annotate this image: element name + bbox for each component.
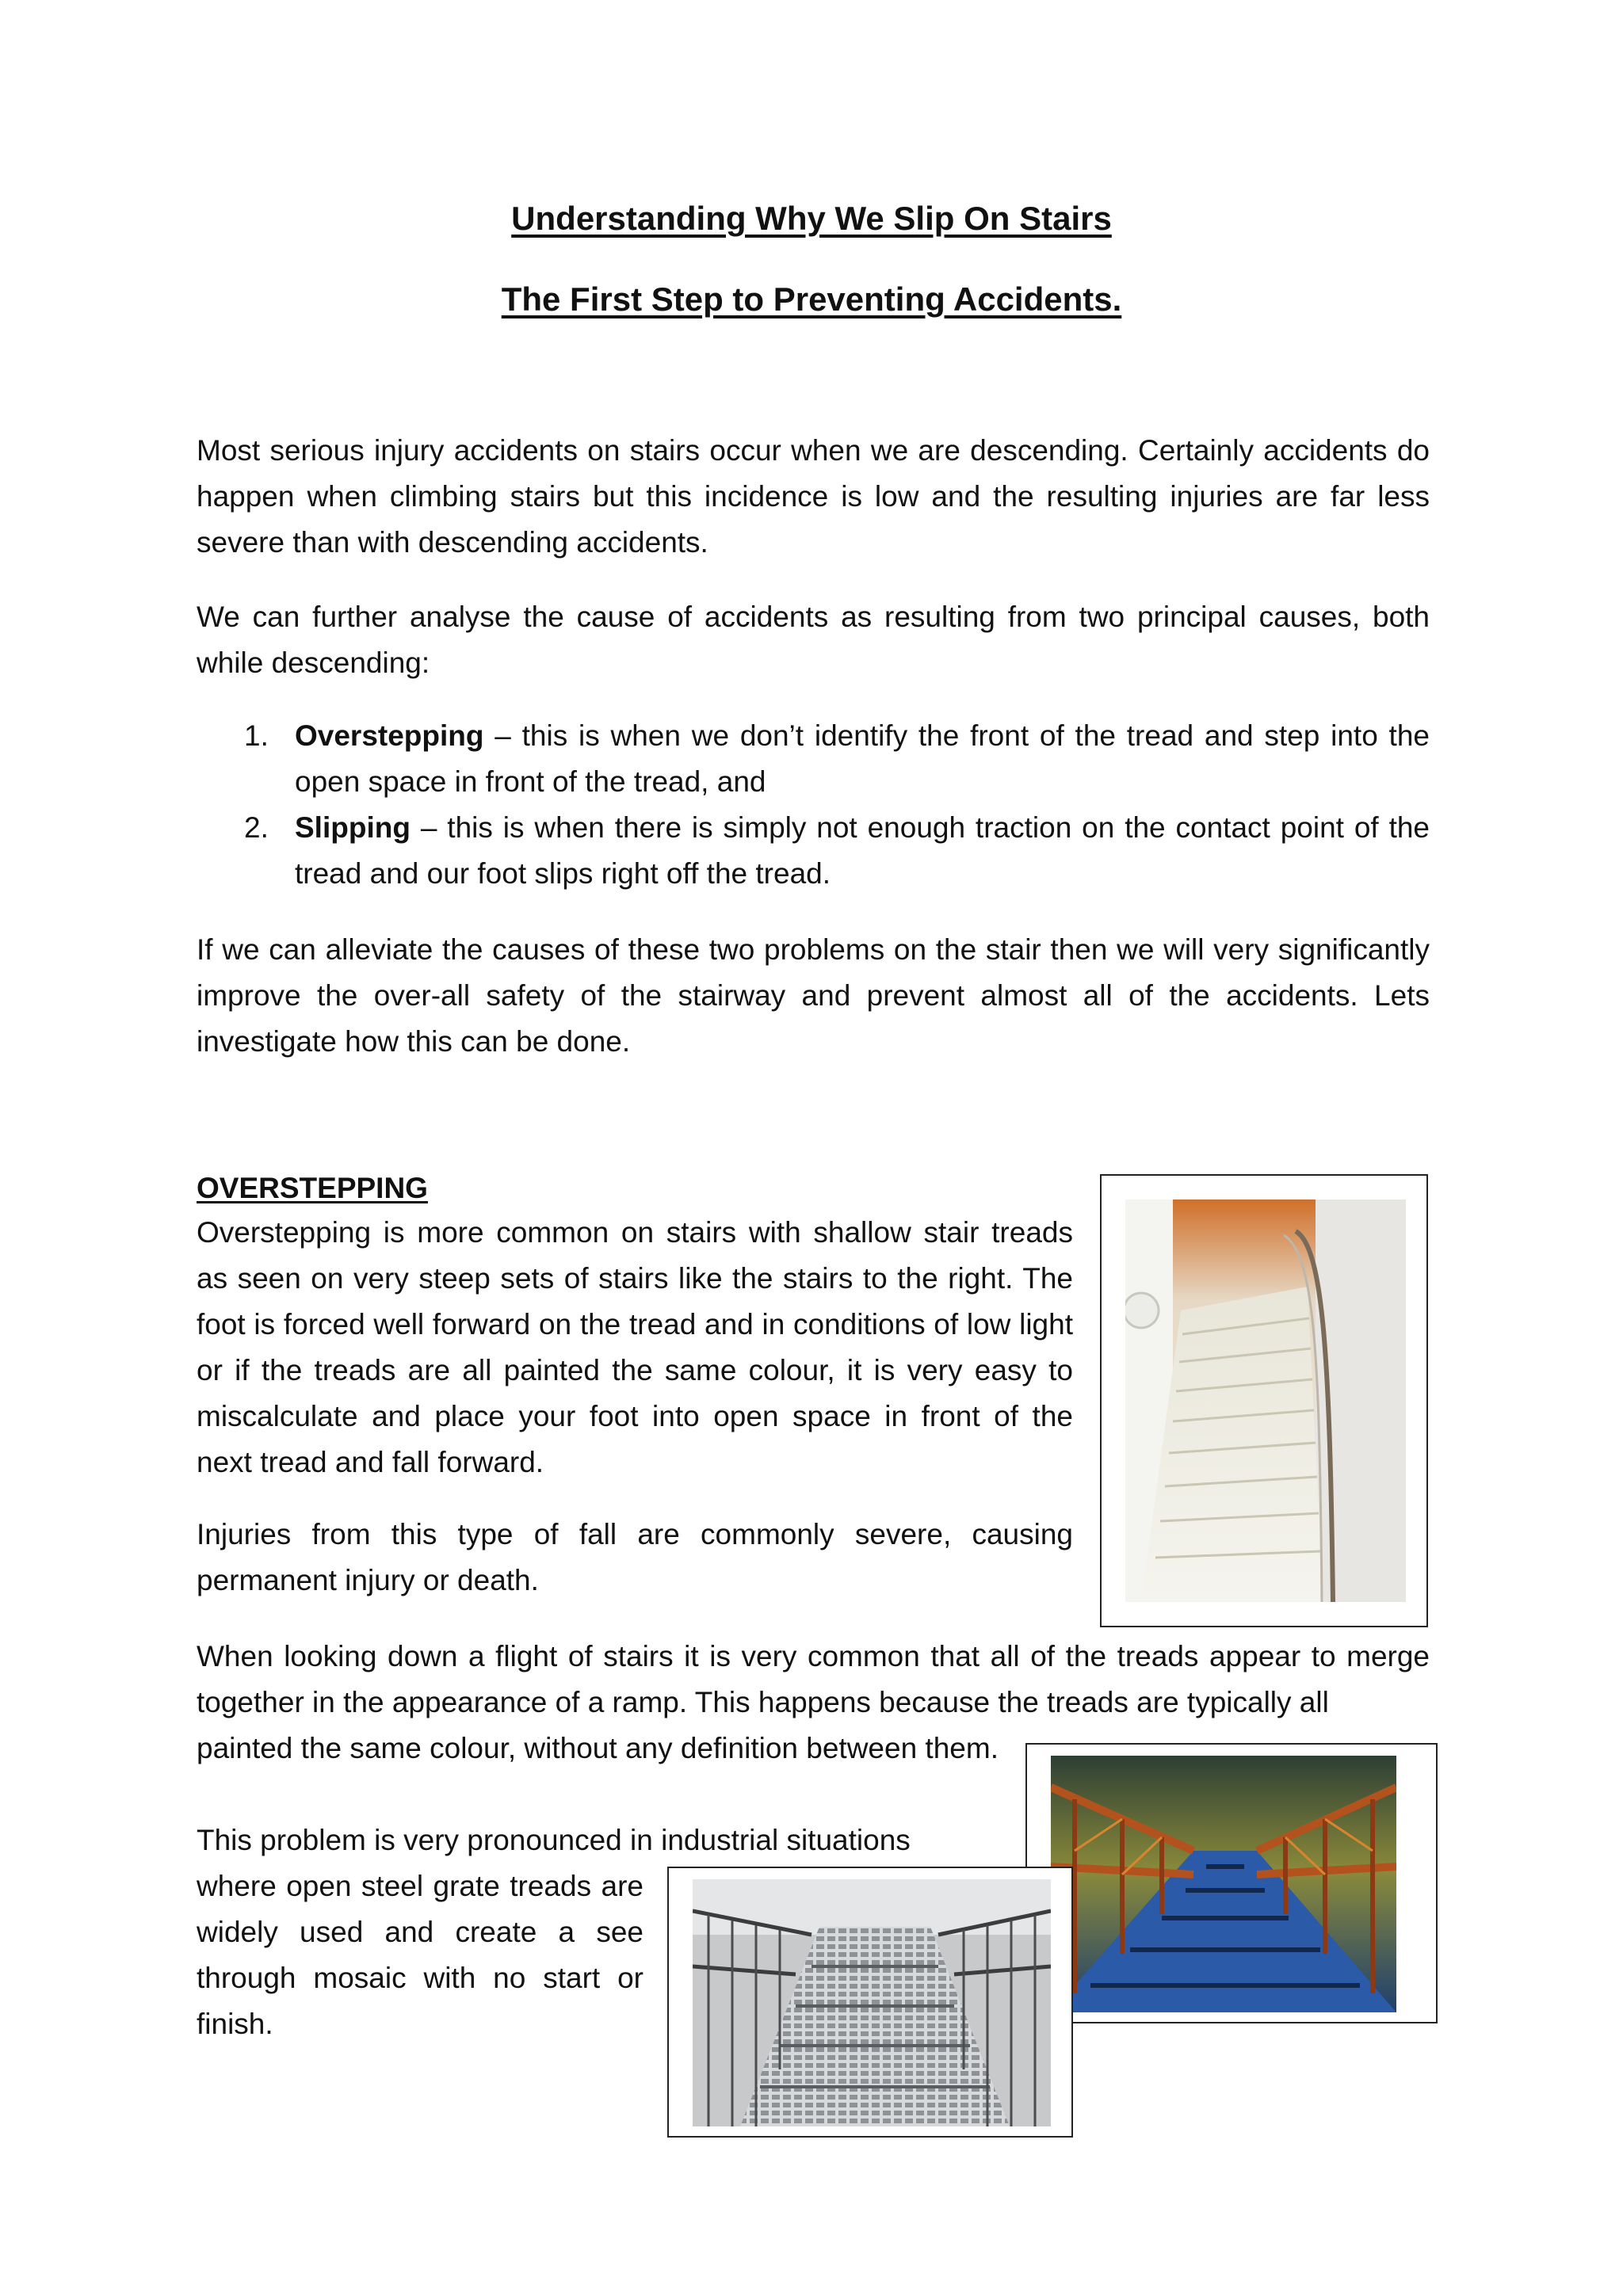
list-number: 2. [244, 811, 269, 844]
list-text: – this is when we don’t identify the front of the tread and step into the open space in front of the tread, and [295, 719, 1430, 798]
causes-paragraph: We can further analyse the cause of accidents as resulting from two principal causes, both while descending: [197, 601, 1430, 679]
steel-bridge-photo [1025, 1743, 1438, 2023]
ramp-paragraph: When looking down a flight of stairs it is very common that all of the treads appear to merge together in the appearance of a ramp. This happens because the treads are typically all [197, 1640, 1430, 1718]
list-text: – this is when there is simply not enough traction on the contact point of the tread and our foot slips right off the tread. [295, 811, 1430, 890]
list-item [197, 713, 1430, 805]
industrial-paragraph: This problem is very pronounced in industrial situations [197, 1824, 911, 1856]
ramp-paragraph-continued: painted the same colour, without any definition between them. [197, 1732, 999, 1764]
overstepping-paragraph: Overstepping is more common on stairs with shallow stair treads as seen on very steep sets of stairs like the stairs to the right. The foot is forced well forward on the tread and in conditions of low light or if the treads are all painted the same colour, it is very easy to miscalculate and place your foot into open space in front of the next tread and fall forward. [197, 1216, 1073, 1478]
list-term: Overstepping [295, 719, 484, 752]
list-item [197, 805, 1430, 897]
grate-stairs-photo [667, 1867, 1073, 2138]
steel-bridge-image [1051, 1756, 1396, 2012]
steep-stairs-image [1125, 1199, 1406, 1602]
overstepping-heading: OVERSTEPPING [197, 1172, 428, 1204]
grate-stairs-image [693, 1879, 1051, 2126]
injuries-paragraph: Injuries from this type of fall are commonly severe, causing permanent injury or death. [197, 1518, 1073, 1596]
document-subtitle: The First Step to Preventing Accidents. [501, 280, 1122, 318]
intro-paragraph: Most serious injury accidents on stairs occur when we are descending. Certainly accidents do happen when climbing stairs but this incidence is low and the resulting injuries are far less severe than with descending accidents. [197, 434, 1430, 559]
steep-stairs-photo [1100, 1174, 1428, 1627]
document-title: Understanding Why We Slip On Stairs [511, 200, 1112, 237]
list-term: Slipping [295, 811, 411, 844]
list-number: 1. [244, 719, 269, 752]
causes-list [197, 713, 1430, 897]
industrial-paragraph-continued: where open steel grate treads are widely used and create a see through mosaic with no start or finish. [197, 1870, 643, 2040]
alleviate-paragraph: If we can alleviate the causes of these two problems on the stair then we will very significantly improve the over-all safety of the stairway and prevent almost all of the accidents. Lets investigate how this can be done. [197, 933, 1430, 1058]
